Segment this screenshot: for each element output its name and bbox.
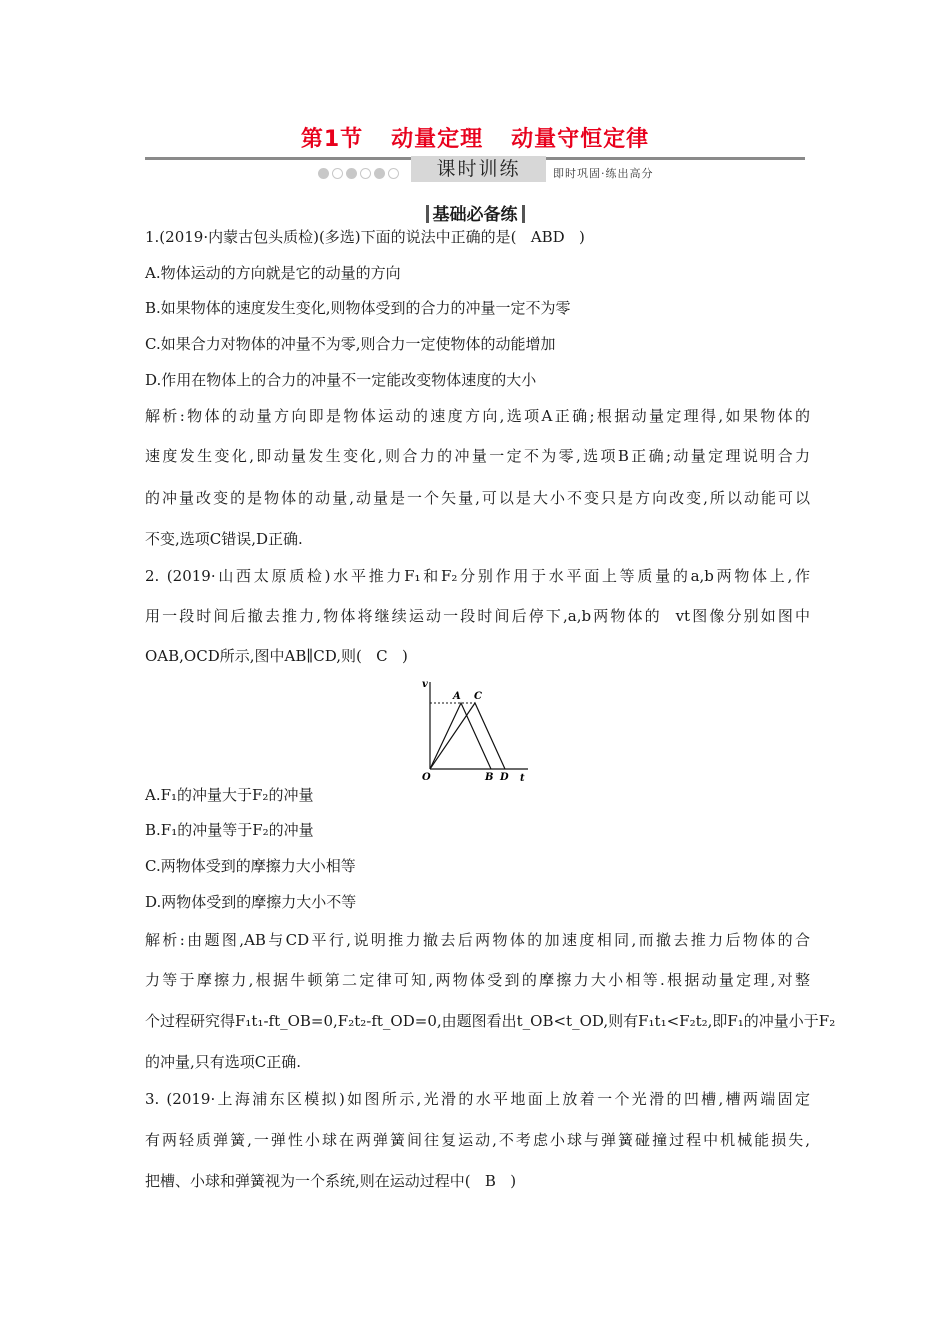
section-bar-right [522, 205, 525, 223]
dot-icon [332, 168, 343, 179]
q2-analysis-line: 的冲量,只有选项C正确. [145, 1053, 302, 1071]
section-bar-left [426, 205, 429, 223]
q1-option-c: C.如果合力对物体的冲量不为零,则合力一定使物体的动能增加 [145, 335, 556, 353]
page-title [0, 122, 950, 153]
label-t: t [520, 773, 525, 782]
label-c: C [474, 691, 482, 702]
label-a: A [453, 691, 461, 702]
q2-analysis-line: 解析:由题图,AB与CD平行,说明推力撤去后两物体的加速度相同,而撤去推力后物体的合 [145, 931, 810, 949]
q2-option-b: B.F₁的冲量等于F₂的冲量 [145, 821, 314, 839]
q1-option-d: D.作用在物体上的合力的冲量不一定能改变物体速度的大小 [145, 371, 537, 389]
dot-icon [374, 168, 385, 179]
q1-analysis-line: 解析:物体的动量方向即是物体运动的速度方向,选项A正确;根据动量定理得,如果物体的 [145, 407, 810, 425]
line-ocd [430, 703, 505, 769]
q2-stem-line: OAB,OCD所示,图中AB∥CD,则( C ) [145, 647, 408, 665]
q2-stem-line: 2. (2019·山西太原质检)水平推力F₁和F₂分别作用于水平面上等质量的a,b两物体上,作 [145, 567, 810, 585]
q2-option-a: A.F₁的冲量大于F₂的冲量 [145, 786, 314, 804]
dot-icon [388, 168, 399, 179]
label-v: v [422, 679, 428, 690]
title-topic-1: 动量定理 [391, 127, 484, 152]
q2-analysis-line: 力等于摩擦力,根据牛顿第二定律可知,两物体受到的摩擦力大小相等.根据动量定理,对整 [145, 971, 810, 989]
q2-option-c: C.两物体受到的摩擦力大小相等 [145, 857, 356, 875]
q1-analysis-line: 速度发生变化,即动量发生变化,则合力的冲量一定不为零,选项B正确;动量定理说明合力 [145, 447, 810, 465]
q3-stem-line: 把槽、小球和弹簧视为一个系统,则在运动过程中( B ) [145, 1172, 517, 1190]
label-b: B [485, 772, 494, 782]
dot-icon [360, 168, 371, 179]
q2-option-d: D.两物体受到的摩擦力大小不等 [145, 893, 357, 911]
vt-graph [420, 676, 535, 782]
label-d: D [500, 772, 509, 782]
dot-icon [318, 168, 329, 179]
q3-stem-line: 3. (2019·上海浦东区模拟)如图所示,光滑的水平地面上放着一个光滑的凹槽,槽两端固定 [145, 1090, 810, 1108]
q2-stem-line: 用一段时间后撤去推力,物体将继续运动一段时间后停下,a,b两物体的 vt图像分别如图中 [145, 607, 810, 625]
section-title-text: 基础必备练 [432, 205, 518, 225]
q3-stem-line: 有两轻质弹簧,一弹性小球在两弹簧间往复运动,不考虑小球与弹簧碰撞过程中机械能损失, [145, 1131, 810, 1149]
title-topic-2: 动量守恒定律 [511, 127, 650, 152]
label-o: O [422, 772, 431, 782]
header-tab: 课时训练 [411, 156, 546, 182]
q1-option-a: A.物体运动的方向就是它的动量的方向 [145, 264, 401, 282]
q1-stem: 1.(2019·内蒙古包头质检)(多选)下面的说法中正确的是( ABD ) [145, 228, 585, 246]
dot-icon [346, 168, 357, 179]
q2-analysis-line: 个过程研究得F₁t₁-ft_OB=0,F₂t₂-ft_OD=0,由题图看出t_OB<t_OD,则有F₁t₁<F₂t₂,即F₁的冲量小于F₂ [145, 1012, 836, 1030]
q1-option-b: B.如果物体的速度发生变化,则物体受到的合力的冲量一定不为零 [145, 299, 571, 317]
line-oab [430, 703, 491, 769]
decorative-dots [318, 168, 399, 179]
header-tagline: 即时巩固·练出高分 [553, 167, 654, 180]
title-section-number: 第1节 [300, 127, 364, 152]
section-title [0, 200, 950, 225]
q1-analysis-line: 不变,选项C错误,D正确. [145, 530, 303, 548]
q1-analysis-line: 的冲量改变的是物体的动量,动量是一个矢量,可以是大小不变只是方向改变,所以动能可以 [145, 489, 810, 507]
